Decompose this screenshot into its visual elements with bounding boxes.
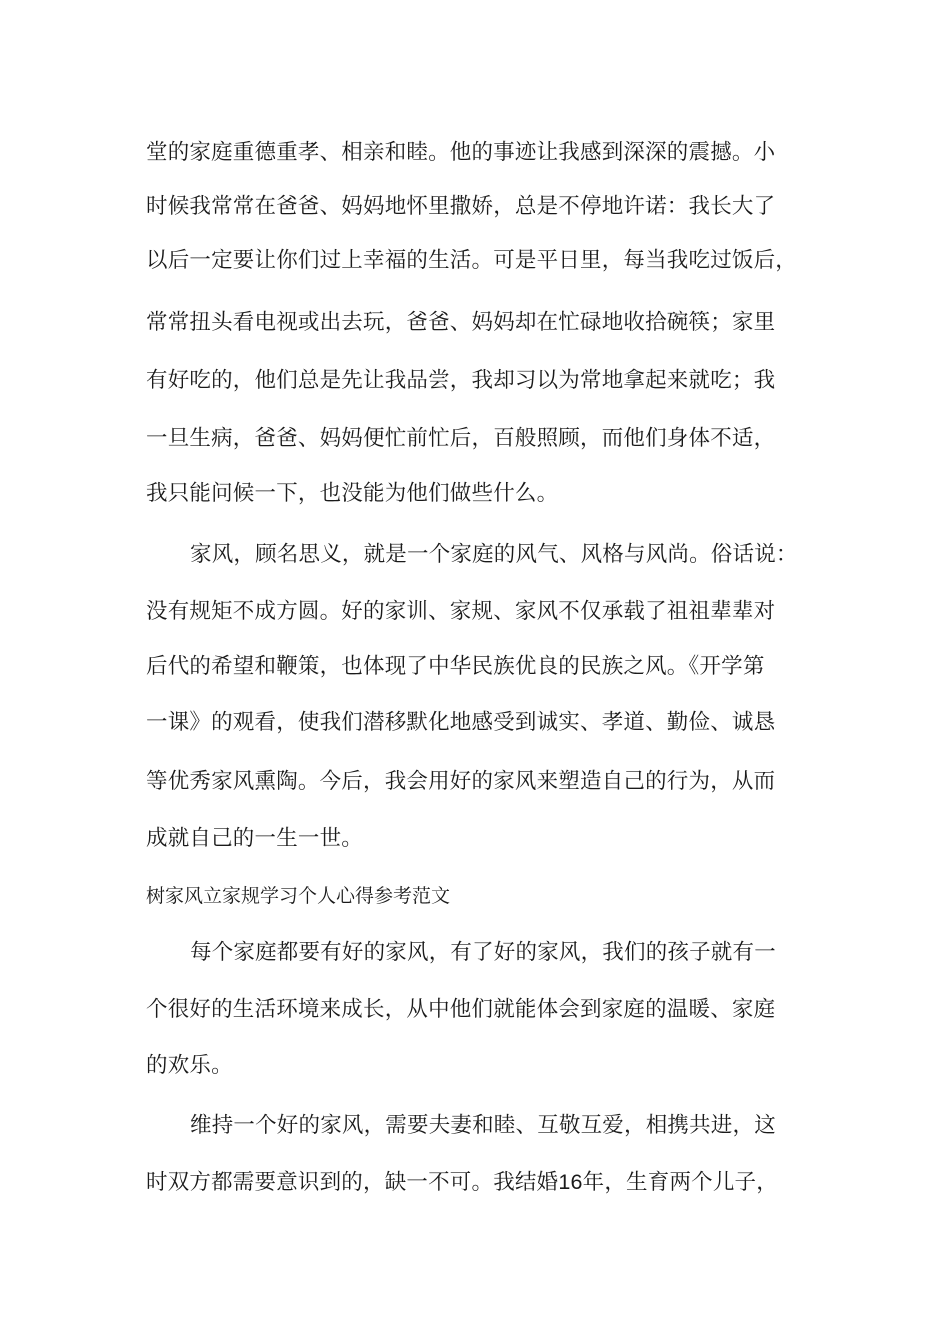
paragraph-1-line-5: 有好吃的，他们总是先让我品尝，我却习以为常地拿起来就吃；我 — [146, 368, 776, 393]
paragraph-4-line-2 — [146, 1166, 778, 1199]
paragraph-4-line-1: 维持一个好的家风，需要夫妻和睦、互敬互爱，相携共进，这 — [190, 1113, 776, 1138]
paragraph-1-line-6: 一旦生病，爸爸、妈妈便忙前忙后，百般照顾，而他们身体不适， — [146, 426, 776, 451]
paragraph-4-line-2-part-2: 年，生育两个儿子， — [582, 1170, 778, 1195]
section-heading: 树家风立家规学习个人心得参考范文 — [146, 885, 451, 907]
paragraph-1-line-1: 堂的家庭重德重孝、相亲和睦。他的事迹让我感到深深的震撼。小 — [146, 140, 776, 165]
paragraph-2-line-6: 成就自己的一生一世。 — [146, 826, 364, 851]
paragraph-2-line-2: 没有规矩不成方圆。好的家训、家规、家风不仅承载了祖祖辈辈对 — [146, 599, 776, 624]
paragraph-1-line-7: 我只能问候一下，也没能为他们做些什么。 — [146, 481, 559, 506]
paragraph-3-line-3: 的欢乐。 — [146, 1053, 233, 1078]
paragraph-1-line-4: 常常扭头看电视或出去玩，爸爸、妈妈却在忙碌地收拾碗筷；家里 — [146, 310, 776, 335]
paragraph-4-line-2-part-1: 时双方都需要意识到的，缺一不可。我结婚 — [146, 1170, 559, 1195]
paragraph-1-line-2: 时候我常常在爸爸、妈妈地怀里撒娇，总是不停地许诺：我长大了 — [146, 194, 776, 219]
paragraph-3-line-1: 每个家庭都要有好的家风，有了好的家风，我们的孩子就有一 — [190, 940, 776, 965]
paragraph-2-line-1: 家风，顾名思义，就是一个家庭的风气、风格与风尚。俗话说： — [190, 542, 798, 567]
paragraph-2-line-3: 后代的希望和鞭策，也体现了中华民族优良的民族之风。《开学第 — [146, 654, 765, 679]
paragraph-3-line-2: 个很好的生活环境来成长，从中他们就能体会到家庭的温暖、家庭 — [146, 997, 776, 1022]
paragraph-2-line-4: 一课》的观看，使我们潜移默化地感受到诚实、孝道、勤俭、诚恳 — [146, 710, 776, 735]
paragraph-4-line-2-number: 16 — [558, 1170, 583, 1194]
paragraph-2-line-5: 等优秀家风熏陶。今后，我会用好的家风来塑造自己的行为，从而 — [146, 769, 776, 794]
paragraph-1-line-3: 以后一定要让你们过上幸福的生活。可是平日里，每当我吃过饭后， — [146, 248, 798, 273]
